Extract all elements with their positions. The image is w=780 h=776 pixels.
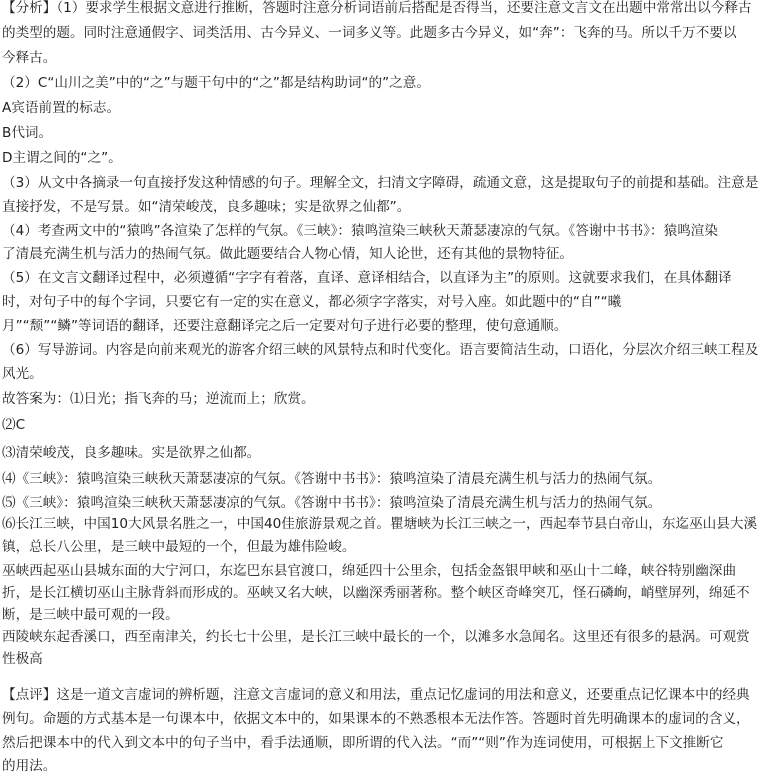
answer-line: 镇，总长八公里，是三峡中最短的一个，但最为雄伟险峻。	[2, 539, 356, 555]
analysis-line: 【分析】（1）要求学生根据文意进行推断，答题时注意分析词语前后搭配是否得当，还要注意文言文在出题中常常出以今释古	[2, 0, 752, 16]
answer-line: ⑹长江三峡，中国10大风景名胜之一，中国40佳旅游景观之首。瞿塘峡为长江三峡之一，西起奉节县白帝山，东迄巫山县大溪	[2, 516, 758, 532]
answer-line: ⑶清荣峻茂，良多趣味。实是欲界之仙都。	[2, 445, 261, 461]
comment-line: 然后把课本中的代入到文本中的句子当中，看手法通顺，即所谓的代入法。“而”“则”作为连词使用，可根据上下文推断它	[2, 735, 724, 751]
analysis-line: 了清晨充满生机与活力的热闹气氛。做此题要结合人物心情，知人论世，还有其他的景物特征。	[2, 246, 573, 262]
answer-line: 性极高	[2, 651, 43, 667]
answer-line: 巫峡西起巫山县城东面的大宁河口，东迄巴东县官渡口，绵延四十公里余，包括金盔银甲峡和巫山十二峰，峡谷特别幽深曲	[2, 563, 737, 579]
comment-line: 的用法。	[2, 758, 57, 774]
comment-line: 例句。命题的方式基本是一句课本中，依据文本中的，如果课本的不熟悉根本无法作答。答题时首先明确课本的虚词的含义，	[2, 711, 750, 727]
analysis-line: 直接抒发，不是写景。如“清荣峻茂，良多趣味；实是欲界之仙都”。	[2, 199, 411, 215]
analysis-line: （2）C“山川之美”中的“之”与题干句中的“之”都是结构助词“的”之意。	[2, 75, 430, 91]
analysis-line: 今释古。	[2, 50, 57, 66]
answer-line: 断，是三峡中最可观的一段。	[2, 607, 179, 623]
answer-line: 西陵峡东起香溪口，西至南津关，约长七十公里，是长江三峡中最长的一个，以滩多水急闻名。这里还有很多的悬涡。可观赏	[2, 629, 750, 645]
analysis-line: B代词。	[2, 125, 53, 141]
answer-line: 故答案为：⑴日光；指飞奔的马；逆流而上；欣赏。	[2, 391, 315, 407]
answer-line: ⑵C	[2, 417, 26, 433]
analysis-line: （5）在文言文翻译过程中，必须遵循“字字有着落，直译、意译相结合，以直译为主”的原则。这就要求我们，在具体翻译	[2, 270, 732, 286]
answer-line: 折，是长江横切巫山主脉背斜而形成的。巫峡又名大峡，以幽深秀丽著称。整个峡区奇峰突兀，怪石磷峋，峭壁屏列，绵延不	[2, 585, 750, 601]
analysis-line: A宾语前置的标志。	[2, 100, 121, 116]
comment-line: 【点评】这是一道文言虚词的辨析题，注意文言虚词的意义和用法，重点记忆虚词的用法和意义，还要重点记忆课本中的经典	[2, 687, 750, 703]
analysis-line: D主谓之间的“之”。	[2, 150, 122, 166]
analysis-line: 风光。	[2, 366, 43, 382]
analysis-line: 月”“颓”“鳞”等词语的翻译，还要注意翻译完之后一定要对句子进行必要的整理，使句意通顺。	[2, 318, 568, 334]
answer-line: ⑸《三峡》：猿鸣渲染三峡秋天萧瑟凄凉的气氛。《答谢中书书》：猿鸣渲染了清晨充满生机与活力的热闹气氛。	[2, 495, 662, 511]
answer-line: ⑷《三峡》：猿鸣渲染三峡秋天萧瑟凄凉的气氛。《答谢中书书》：猿鸣渲染了清晨充满生机与活力的热闹气氛。	[2, 471, 662, 487]
analysis-line: 的类型的题。同时注意通假字、词类活用、古今异义、一词多义等。此题多古今异义，如“奔”：飞奔的马。所以千万不要以	[2, 25, 737, 41]
analysis-line: （3）从文中各摘录一句直接抒发这种情感的句子。理解全文，扫清文字障碍，疏通文意，这是提取句子的前提和基础。注意是	[2, 175, 759, 191]
analysis-line: （4）考查两文中的“猿鸣”各渲染了怎样的气氛。《三峡》：猿鸣渲染三峡秋天萧瑟凄凉的气氛。《答谢中书书》：猿鸣渲染	[2, 223, 718, 239]
analysis-line: 时，对句子中的每个字词，只要它有一定的实在意义，都必须字字落实，对号入座。如此题中的“自”“曦	[2, 294, 622, 310]
analysis-line: （6）写导游词。内容是向前来观光的游客介绍三峡的风景特点和时代变化。语言要简洁生动，口语化，分层次介绍三峡工程及	[2, 342, 759, 358]
